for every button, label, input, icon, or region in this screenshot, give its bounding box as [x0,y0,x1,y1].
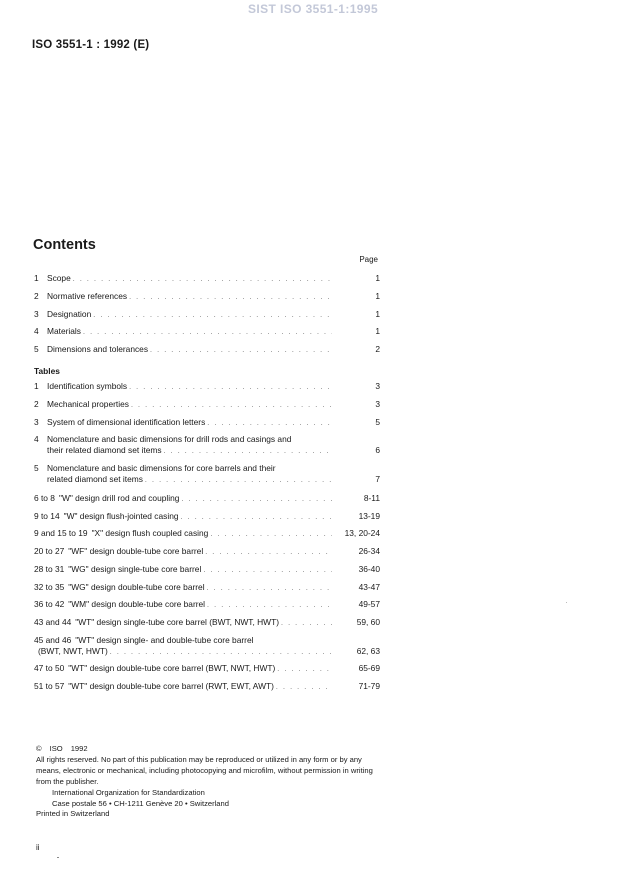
toc-title: System of dimensional identification letters [47,417,206,427]
toc-number: 28 to 31 [34,564,65,574]
toc-page: 1 [375,326,380,336]
toc-number: 5 [34,344,39,354]
publisher-block [52,787,229,809]
toc-title: Normative references [47,291,128,301]
toc-page: 13, 20-24 [344,528,380,538]
leader-dots [207,418,332,429]
toc-entry-materials[interactable] [34,326,380,338]
toc-table-6-8[interactable] [34,493,380,505]
toc-entry-scope[interactable] [34,273,380,285]
toc-title: Scope [47,273,71,283]
toc-number: 2 [34,291,39,301]
toc-table-9-15-19[interactable] [34,528,380,540]
toc-title: Designation [47,309,92,319]
toc-number: 9 to 14 [34,511,60,521]
toc-number: 3 [34,309,39,319]
toc-number: 47 to 50 [34,663,65,673]
toc-page: 49-57 [358,599,380,609]
contents-title: Contents [33,237,96,253]
toc-table-3[interactable] [34,417,380,429]
leader-dots [145,475,332,486]
toc-number: 9 and 15 to 19 [34,528,88,538]
toc-table-20-27[interactable] [34,546,380,558]
toc-page: 62, 63 [356,646,380,656]
toc-number: 51 to 57 [34,681,65,691]
toc-entry-normative-references[interactable] [34,291,380,303]
toc-title: "X" design flush coupled casing [91,528,209,538]
toc-page: 6 [375,445,380,455]
toc-table-51-57[interactable] [34,681,380,693]
leader-dots [181,512,332,523]
scan-speck [566,602,567,603]
watermark: SIST ISO 3551-1:1995 [247,2,379,16]
leader-dots [110,647,332,658]
toc-page: 8-11 [363,493,380,503]
toc-title: Identification symbols [47,381,128,391]
page-number: ii [36,843,40,852]
toc-number: 5 [34,463,39,473]
toc-table-43-44[interactable] [34,617,380,629]
toc-title-continued: their related diamond set items [47,445,162,455]
toc-title: "WT" design double-tube core barrel (BWT, NWT, HWT) [68,663,276,673]
toc-page: 71-79 [358,681,380,691]
toc-number: 43 and 44 [34,617,72,627]
scan-speck [57,857,59,858]
publisher-name: International Organization for Standardization [52,788,205,797]
leader-dots [281,618,332,629]
document-id: ISO 3551-1 : 1992 (E) [32,39,150,51]
leader-dots [205,547,332,558]
leader-dots [203,565,332,576]
toc-title: Nomenclature and basic dimensions for drill rods and casings and [47,434,292,444]
leader-dots [93,310,332,321]
leader-dots [210,529,332,540]
toc-table-5[interactable] [34,463,380,486]
toc-page: 65-69 [358,663,380,673]
toc-title: "WF" design double-tube core barrel [68,546,204,556]
printed-in: Printed in Switzerland [36,809,110,818]
toc-title: "W" design flush-jointed casing [63,511,179,521]
toc-page: 36-40 [358,564,380,574]
toc-table-32-35[interactable] [34,582,380,594]
toc-page: 43-47 [358,582,380,592]
toc-title: Dimensions and tolerances [47,344,149,354]
publisher-address: Case postale 56 • CH-1211 Genève 20 • Switzerland [52,799,229,808]
toc-page: 5 [375,417,380,427]
toc-table-1[interactable] [34,381,380,393]
toc-number: 4 [34,434,39,444]
toc-title: Nomenclature and basic dimensions for core barrels and their [47,463,276,473]
toc-entry-designation[interactable] [34,309,380,321]
toc-title: "W" design drill rod and coupling [58,493,180,503]
toc-table-36-42[interactable] [34,599,380,611]
toc-title: "WT" design double-tube core barrel (RWT, EWT, AWT) [68,681,274,691]
toc-page: 13-19 [358,511,380,521]
toc-number: 45 and 46 [34,635,72,645]
leader-dots [73,274,332,285]
toc-table-47-50[interactable] [34,663,380,675]
toc-page: 26-34 [358,546,380,556]
leader-dots [207,600,332,611]
leader-dots [181,494,332,505]
copyright-org: ISO [49,744,63,753]
toc-number: 1 [34,381,39,391]
toc-table-28-31[interactable] [34,564,380,576]
toc-number: 4 [34,326,39,336]
leader-dots [164,446,332,457]
leader-dots [276,682,332,693]
rights-notice: All rights reserved. No part of this publication may be reproduced or utilized in any form or by any means, electronic or mechanical, including photocopying and microfilm, without permission in writing from the publisher. [36,755,373,786]
leader-dots [207,583,332,594]
toc-title: Materials [47,326,81,336]
leader-dots [129,292,332,303]
leader-dots [83,327,332,338]
toc-page: 7 [375,474,380,484]
toc-title-continued: (BWT, NWT, HWT) [38,646,108,656]
toc-page: 2 [375,344,380,354]
leader-dots [129,382,332,393]
copyright-symbol: © [36,744,42,753]
toc-page: 1 [375,309,380,319]
toc-title: "WT" design single- and double-tube core barrel [75,635,254,645]
toc-title: Mechanical properties [47,399,129,409]
toc-title: "WT" design single-tube core barrel (BWT, NWT, HWT) [75,617,279,627]
toc-page: 3 [375,399,380,409]
toc-number: 20 to 27 [34,546,65,556]
copyright-line [36,743,382,754]
toc-number: 32 to 35 [34,582,65,592]
page-column-header: Page [359,255,378,264]
toc-title: "WG" design double-tube core barrel [68,582,205,592]
toc-title: "WG" design single-tube core barrel [68,564,202,574]
toc-page: 1 [375,291,380,301]
toc-title: "WM" design double-tube core barrel [68,599,206,609]
leader-dots [150,345,332,356]
toc-number: 36 to 42 [34,599,65,609]
toc-page: 3 [375,381,380,391]
toc-number: 1 [34,273,39,283]
tables-heading: Tables [34,366,60,376]
toc-table-4[interactable] [34,434,380,457]
toc-table-2[interactable] [34,399,380,411]
toc-table-9-14[interactable] [34,511,380,523]
toc-number: 3 [34,417,39,427]
toc-page: 1 [375,273,380,283]
toc-page: 59, 60 [356,617,380,627]
toc-entry-dimensions[interactable] [34,344,380,356]
leader-dots [277,664,332,675]
toc-number: 6 to 8 [34,493,55,503]
toc-title-continued: related diamond set items [47,474,143,484]
toc-table-45-46[interactable] [34,635,380,658]
copyright-year: 1992 [70,744,88,753]
toc-number: 2 [34,399,39,409]
leader-dots [131,400,332,411]
